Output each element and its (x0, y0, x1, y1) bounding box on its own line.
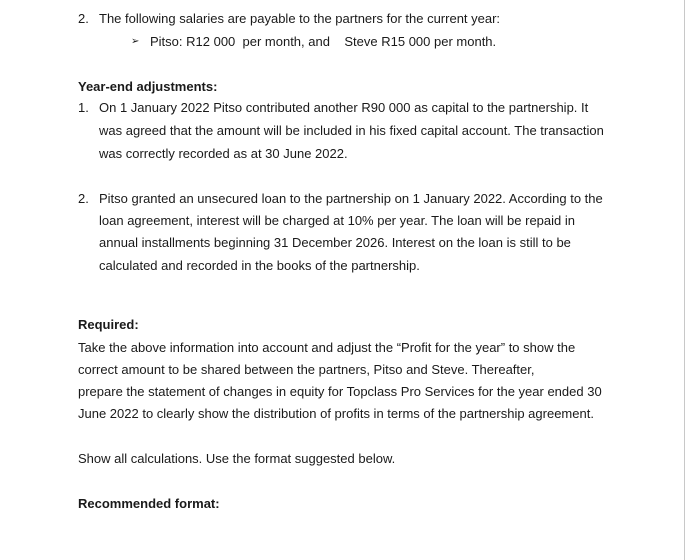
salaries-bullet-text: Pitso: R12 000 per month, and Steve R15 000 per month. (150, 34, 497, 49)
adjustment-2-line-4: calculated and recorded in the books of the partnership. (99, 258, 420, 273)
required-line-3: prepare the statement of changes in equity for Topclass Pro Services for the year ended 30 (78, 384, 602, 399)
salaries-intro-text: The following salaries are payable to the partners for the current year: (99, 11, 501, 26)
required-line-4: June 2022 to clearly show the distribution of profits in terms of the partnership agreement. (78, 406, 594, 421)
adjustment-1-line-1: On 1 January 2022 Pitso contributed another R90 000 as capital to the partnership. It (99, 100, 589, 115)
page-edge-divider (684, 0, 685, 560)
adjustment-number: 2. (78, 191, 89, 206)
adjustment-2-line-1: Pitso granted an unsecured loan to the partnership on 1 January 2022. According to the (99, 191, 603, 206)
adjustment-2-line-2: loan agreement, interest will be charged at 10% per year. The loan will be repaid in (99, 213, 575, 228)
adjustment-number: 1. (78, 100, 89, 115)
adjustment-1-line-3: was correctly recorded as at 30 June 2022. (99, 146, 348, 161)
required-heading: Required: (78, 317, 139, 332)
show-calculations-text: Show all calculations. Use the format suggested below. (78, 451, 396, 466)
arrow-bullet-icon: ➢ (131, 36, 140, 47)
adjustment-2-line-3: annual installments beginning 31 December 2026. Interest on the loan is still to be (99, 235, 571, 250)
required-line-1: Take the above information into account and adjust the “Profit for the year” to show the (78, 340, 576, 355)
item-number: 2. (78, 11, 89, 26)
adjustment-1-line-2: was agreed that the amount will be included in his fixed capital account. The transaction (99, 123, 604, 138)
year-end-heading: Year-end adjustments: (78, 79, 218, 94)
recommended-format-heading: Recommended format: (78, 496, 220, 511)
required-line-2: correct amount to be shared between the partners, Pitso and Steve. Thereafter, (78, 362, 535, 377)
